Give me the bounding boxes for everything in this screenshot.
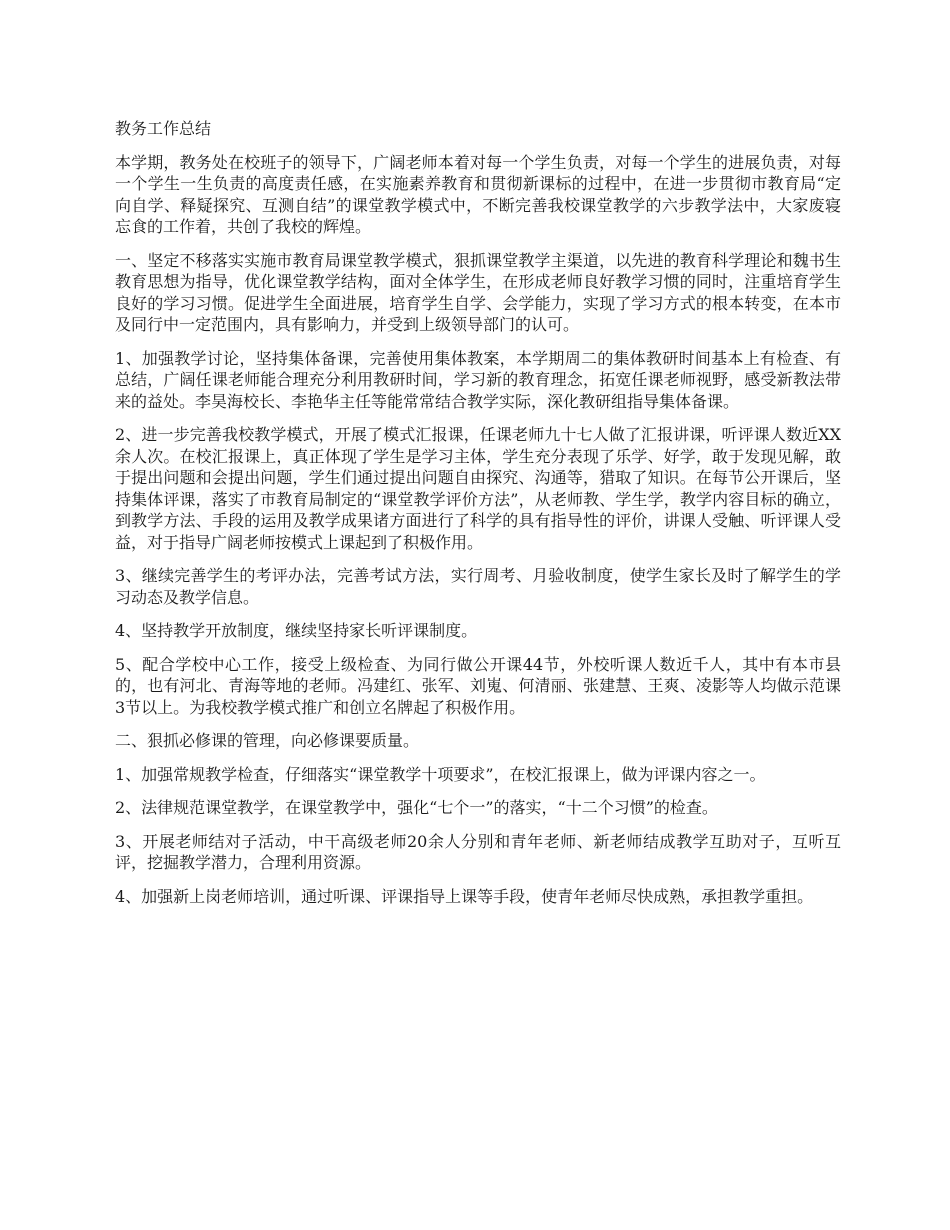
paragraph-2-2: 2、法律规范课堂教学，在课堂教学中，强化“七个一”的落实，“十二个习惯”的检查。	[115, 798, 718, 817]
paragraph-2-4: 4、加强新上岗老师培训，通过听课、评课指导上课等手段，使青年老师尽快成熟，承担教学重担。	[115, 886, 814, 906]
paragraph-1-1: 1、加强教学讨论，坚持集体备课，完善使用集体教案，本学期周二的集体教研时间基本上有检查、有总结，广阔任课老师能合理充分利用教研时间，学习新的教育理念，拓宽任课老师视野，感受新教法带来的益处。李昊海校长、李艳华主任等能常常结合教学实际，深化教研组指导集体备课。	[115, 348, 841, 411]
document-title: 教务工作总结	[115, 119, 212, 138]
paragraph-2-1: 1、加强常规教学检查，仔细落实“课堂教学十项要求”，在校汇报课上，做为评课内容之一。	[115, 764, 766, 784]
paragraph-1-2: 2、进一步完善我校教学模式，开展了模式汇报课，任课老师九十七人做了汇报讲课，听评课人数近XX余人次。在校汇报课上，真正体现了学生是学习主体，学生充分表现了乐学、好学，敢于发现见解，敢于提出问题和会提出问题，学生们通过提出问题自由探究、沟通等，猎取了知识。在每节公开课后，坚持集体评课，落实了市教育局制定的“课堂教学评价方法”，从老师教、学生学，教学内容目标的确立，到教学方法、手段的运用及教学成果诸方面进行了科学的具有指导性的评价，讲课人受触、听评课人受益，对于指导广阔老师按模式上课起到了积极作用。	[115, 425, 841, 552]
paragraph-1-5: 5、配合学校中心工作，接受上级检查、为同行做公开课44节，外校听课人数近千人，其中有本市县的，也有河北、青海等地的老师。冯建红、张军、刘嵬、何清丽、张建慧、王爽、凌影等人均做示范课3节以上。为我校教学模式推广和创立名牌起了积极作用。	[115, 654, 841, 717]
paragraph-section-1: 一、坚定不移落实实施市教育局课堂教学模式，狠抓课堂教学主渠道，以先进的教育科学理论和魏书生教育思想为指导，优化课堂教学结构，面对全体学生，在形成老师良好教学习惯的同时，注重培育学生良好的学习习惯。促进学生全面进展，培育学生自学、会学能力，实现了学习方式的根本转变，在本市及同行中一定范围内，具有影响力，并受到上级领导部门的认可。	[115, 250, 841, 334]
document-page	[115, 118, 841, 919]
paragraph-2-3: 3、开展老师结对子活动，中干高级老师20余人分别和青年老师、新老师结成教学互助对子，互听互评，挖掘教学潜力，合理利用资源。	[115, 831, 841, 872]
paragraph-1-4: 4、坚持教学开放制度，继续坚持家长听评课制度。	[115, 621, 478, 640]
paragraph-section-2: 二、狠抓必修课的管理，向必修课要质量。	[115, 731, 420, 750]
paragraph-intro: 本学期，教务处在校班子的领导下，广阔老师本着对每一个学生负责，对每一个学生的进展负责，对每一个学生一生负责的高度责任感，在实施素养教育和贯彻新课标的过程中，在进一步贯彻市教育局“定向自学、释疑探究、互测自结”的课堂教学模式中，不断完善我校课堂教学的六步教学法中，大家废寝忘食的工作着，共创了我校的辉煌。	[115, 152, 841, 236]
paragraph-1-3: 3、继续完善学生的考评办法，完善考试方法，实行周考、月验收制度，使学生家长及时了解学生的学习动态及教学信息。	[115, 566, 841, 607]
